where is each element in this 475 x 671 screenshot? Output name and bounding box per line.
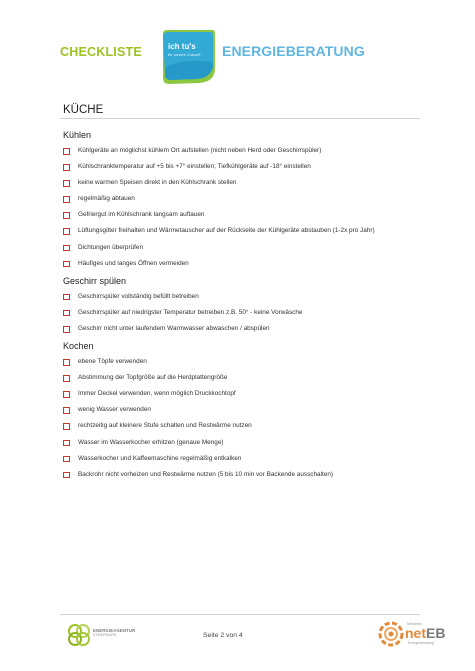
checklist-item xyxy=(63,195,423,204)
page-header xyxy=(0,28,475,88)
checklist-item-text: Backrohr nicht vorheizen und Restwärme nutzen (5 bis 10 min vor Backende ausschalten) xyxy=(78,470,334,478)
checklist-item xyxy=(63,358,423,367)
checklist-item xyxy=(63,309,423,318)
checkbox-icon[interactable] xyxy=(63,359,70,366)
checklist-item xyxy=(63,455,423,464)
logo-subtext: für unsere Zukunft xyxy=(168,52,201,57)
ich-tus-logo xyxy=(159,28,217,86)
checklist-item-text: Wasserkocher und Kaffeemaschine regelmäßig entkalken xyxy=(78,454,242,462)
checkbox-icon[interactable] xyxy=(63,391,70,398)
checkbox-icon[interactable] xyxy=(63,261,70,268)
checklist-group xyxy=(63,341,423,479)
neteb-net: net xyxy=(405,625,426,641)
checklist-item xyxy=(63,227,423,236)
checkbox-icon[interactable] xyxy=(63,375,70,382)
checkbox-icon[interactable] xyxy=(63,440,70,447)
checkbox-icon[interactable] xyxy=(63,456,70,463)
checkbox-icon[interactable] xyxy=(63,196,70,203)
checkbox-icon[interactable] xyxy=(63,228,70,235)
neteb-logo-icon xyxy=(376,619,406,649)
checkbox-icon[interactable] xyxy=(63,326,70,333)
checklist-item-text: Wasser im Wasserkocher erhitzen (genaue Menge) xyxy=(78,438,224,446)
checklist-item xyxy=(63,439,423,448)
footer-divider xyxy=(60,614,420,615)
checkbox-icon[interactable] xyxy=(63,245,70,252)
checklist-item xyxy=(63,163,423,172)
neteb-subtitle: Energieberatung xyxy=(408,641,434,645)
checklist-item-text: Kühlschranktemperatur auf +5 bis +7° einstellen; Tiefkühlgeräte auf -18° einstellen xyxy=(78,163,311,171)
energieagentur-subtitle: STEIERMARK xyxy=(93,633,117,637)
checklist-group xyxy=(63,130,423,268)
checklist-item xyxy=(63,211,423,220)
energieagentur-logo-icon xyxy=(66,622,92,648)
neteb-eb: EB xyxy=(426,625,446,641)
checklist-group xyxy=(63,276,423,334)
checklist-item xyxy=(63,293,423,302)
checkbox-icon[interactable] xyxy=(63,164,70,171)
checklist-item xyxy=(63,260,423,269)
checklist-item xyxy=(63,147,423,156)
energieberatung-title: ENERGIEBERATUNG xyxy=(222,43,365,59)
checklist-item xyxy=(63,390,423,399)
checklist-item-text: Geschirrspüler auf niedrigster Temperatur betreiben z.B. 50° - keine Vorwäsche xyxy=(78,308,303,316)
checklist-item-text: Gefriergut im Kühlschrank langsam auftauen xyxy=(78,211,205,219)
checklist-item xyxy=(63,179,423,188)
energieagentur-title: ENERGIEAGENTUR xyxy=(93,628,136,633)
checkbox-icon[interactable] xyxy=(63,148,70,155)
checklist-content xyxy=(63,130,423,487)
checkbox-icon[interactable] xyxy=(63,212,70,219)
checkbox-icon[interactable] xyxy=(63,472,70,479)
checklist-item-text: Geschirrspüler vollständig befüllt betreiben xyxy=(78,292,199,300)
checklist-item-text: Häufiges und langes Öffnen vermeiden xyxy=(78,259,189,267)
checklist-item-text: regelmäßig abtauen xyxy=(78,195,135,203)
group-title: Kochen xyxy=(63,341,94,352)
checklist-item xyxy=(63,374,423,383)
checklist-item-text: keine warmen Speisen direkt in den Kühlschrank stellen xyxy=(78,179,237,187)
checklist-item xyxy=(63,406,423,415)
neteb-network-label: Netzwerk xyxy=(407,622,422,626)
checklist-item-text: Immer Deckel verwenden, wenn möglich Druckkochtopf xyxy=(78,390,236,398)
checklist-item-text: ebene Töpfe verwenden xyxy=(78,358,147,366)
checklist-item-text: Dichtungen überprüfen xyxy=(78,243,144,251)
checklist-item-text: rechtzeitig auf kleinere Stufe schalten und Restwärme nutzen xyxy=(78,422,252,430)
checkbox-icon[interactable] xyxy=(63,310,70,317)
checkbox-icon[interactable] xyxy=(63,294,70,301)
checklist-item-text: Kühlgeräte an möglichst kühlem Ort aufstellen (nicht neben Herd oder Geschirrspüler) xyxy=(78,147,322,154)
page-number: Seite 2 von 4 xyxy=(203,632,243,639)
group-title: Geschirr spülen xyxy=(63,275,127,286)
group-title: Kühlen xyxy=(63,130,92,140)
checklist-item xyxy=(63,422,423,431)
checkbox-icon[interactable] xyxy=(63,180,70,187)
checkbox-icon[interactable] xyxy=(63,407,70,414)
section-divider xyxy=(60,118,420,119)
checklist-item xyxy=(63,471,423,480)
checklist-item-text: Geschirr nicht unter laufendem Warmwasser abwaschen / abspülen xyxy=(78,324,270,332)
checklist-item-text: wenig Wasser verwenden xyxy=(78,406,151,414)
neteb-wordmark xyxy=(405,625,445,641)
checklist-item-text: Abstimmung der Topfgröße auf die Herdplattengröße xyxy=(78,374,228,382)
checklist-item-text: Lüftungsgitter freihalten und Wärmetauscher auf der Rückseite der Kühlgeräte abstauben (1-2x pro Jahr) xyxy=(78,227,375,235)
checklist-item xyxy=(63,325,423,334)
logo-text: ich tu's xyxy=(168,42,196,51)
checklist-item xyxy=(63,244,423,253)
section-title: KÜCHE xyxy=(63,104,104,116)
checkbox-icon[interactable] xyxy=(63,423,70,430)
checkliste-title: CHECKLISTE xyxy=(60,45,142,59)
